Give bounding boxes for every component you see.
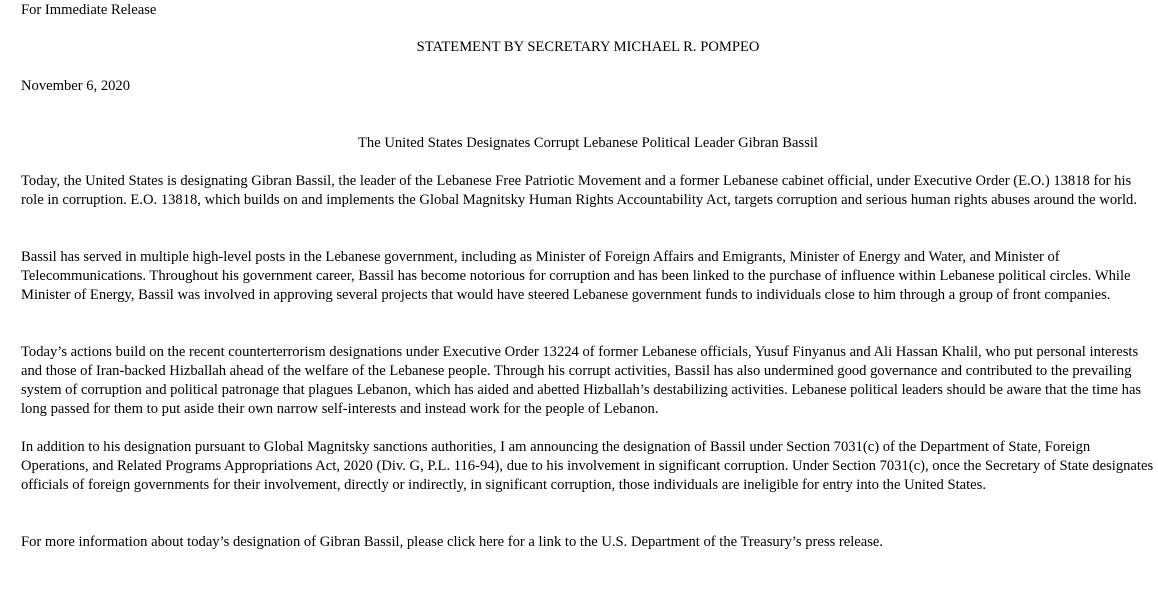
paragraph-more-info: For more information about today’s designation of Gibran Bassil, please click here for a link to the U.S. Department of the Treasury’s press release. <box>21 534 884 550</box>
paragraph-designation: Today, the United States is designating Gibran Bassil, the leader of the Lebanese Free Patriotic Movement and a former Lebanese cabinet official, under Executive Order (E.O.) 13818 for his role in corruption. E.O. 13818, which builds on and implements the Global Magnitsky Human Rights Accountability Act, targets corruption and serious human rights abuses around the world. <box>21 173 1137 208</box>
paragraph-context: Today’s actions build on the recent counterterrorism designations under Executive Order 13224 of former Lebanese officials, Yusuf Finyanus and Ali Hassan Khalil, who put personal interests and those of Iran-backed Hizballah ahead of the welfare of the Lebanese people. Through his corrupt activities, Bassil has also undermined good governance and contributed to the prevailing system of corruption and political patronage that plagues Lebanon, which has aided and abetted Hizballah’s destabilizing activities. Lebanese political leaders should be aware that the time has long passed for them to put aside their own narrow self-interests and instead work for the people of Lebanon. <box>21 344 1142 417</box>
statement-heading: STATEMENT BY SECRETARY MICHAEL R. POMPEO <box>416 39 760 55</box>
paragraph-section-7031c: In addition to his designation pursuant to Global Magnitsky sanctions authorities, I am announcing the designation of Bassil under Section 7031(c) of the Department of State, Foreign Operations, and Related Programs Appropriations Act, 2020 (Div. G, P.L. 116-94), due to his involvement in significant corruption. Under Section 7031(c), once the Secretary of State designates officials of foreign governments for their involvement, directly or indirectly, in significant corruption, those individuals are ineligible for entry into the United States. <box>21 439 1154 493</box>
release-label: For Immediate Release <box>21 2 157 18</box>
paragraph-background: Bassil has served in multiple high-level posts in the Lebanese government, including as Minister of Foreign Affairs and Emigrants, Minister of Energy and Water, and Minister of Telecommunications. Throughout his government career, Bassil has become notorious for corruption and has been linked to the purchase of influence within Lebanese political circles. While Minister of Energy, Bassil was involved in approving several projects that would have steered Lebanese government funds to individuals close to him through a group of front companies. <box>21 249 1131 303</box>
statement-title: The United States Designates Corrupt Lebanese Political Leader Gibran Bassil <box>358 135 818 151</box>
statement-date: November 6, 2020 <box>21 78 131 94</box>
